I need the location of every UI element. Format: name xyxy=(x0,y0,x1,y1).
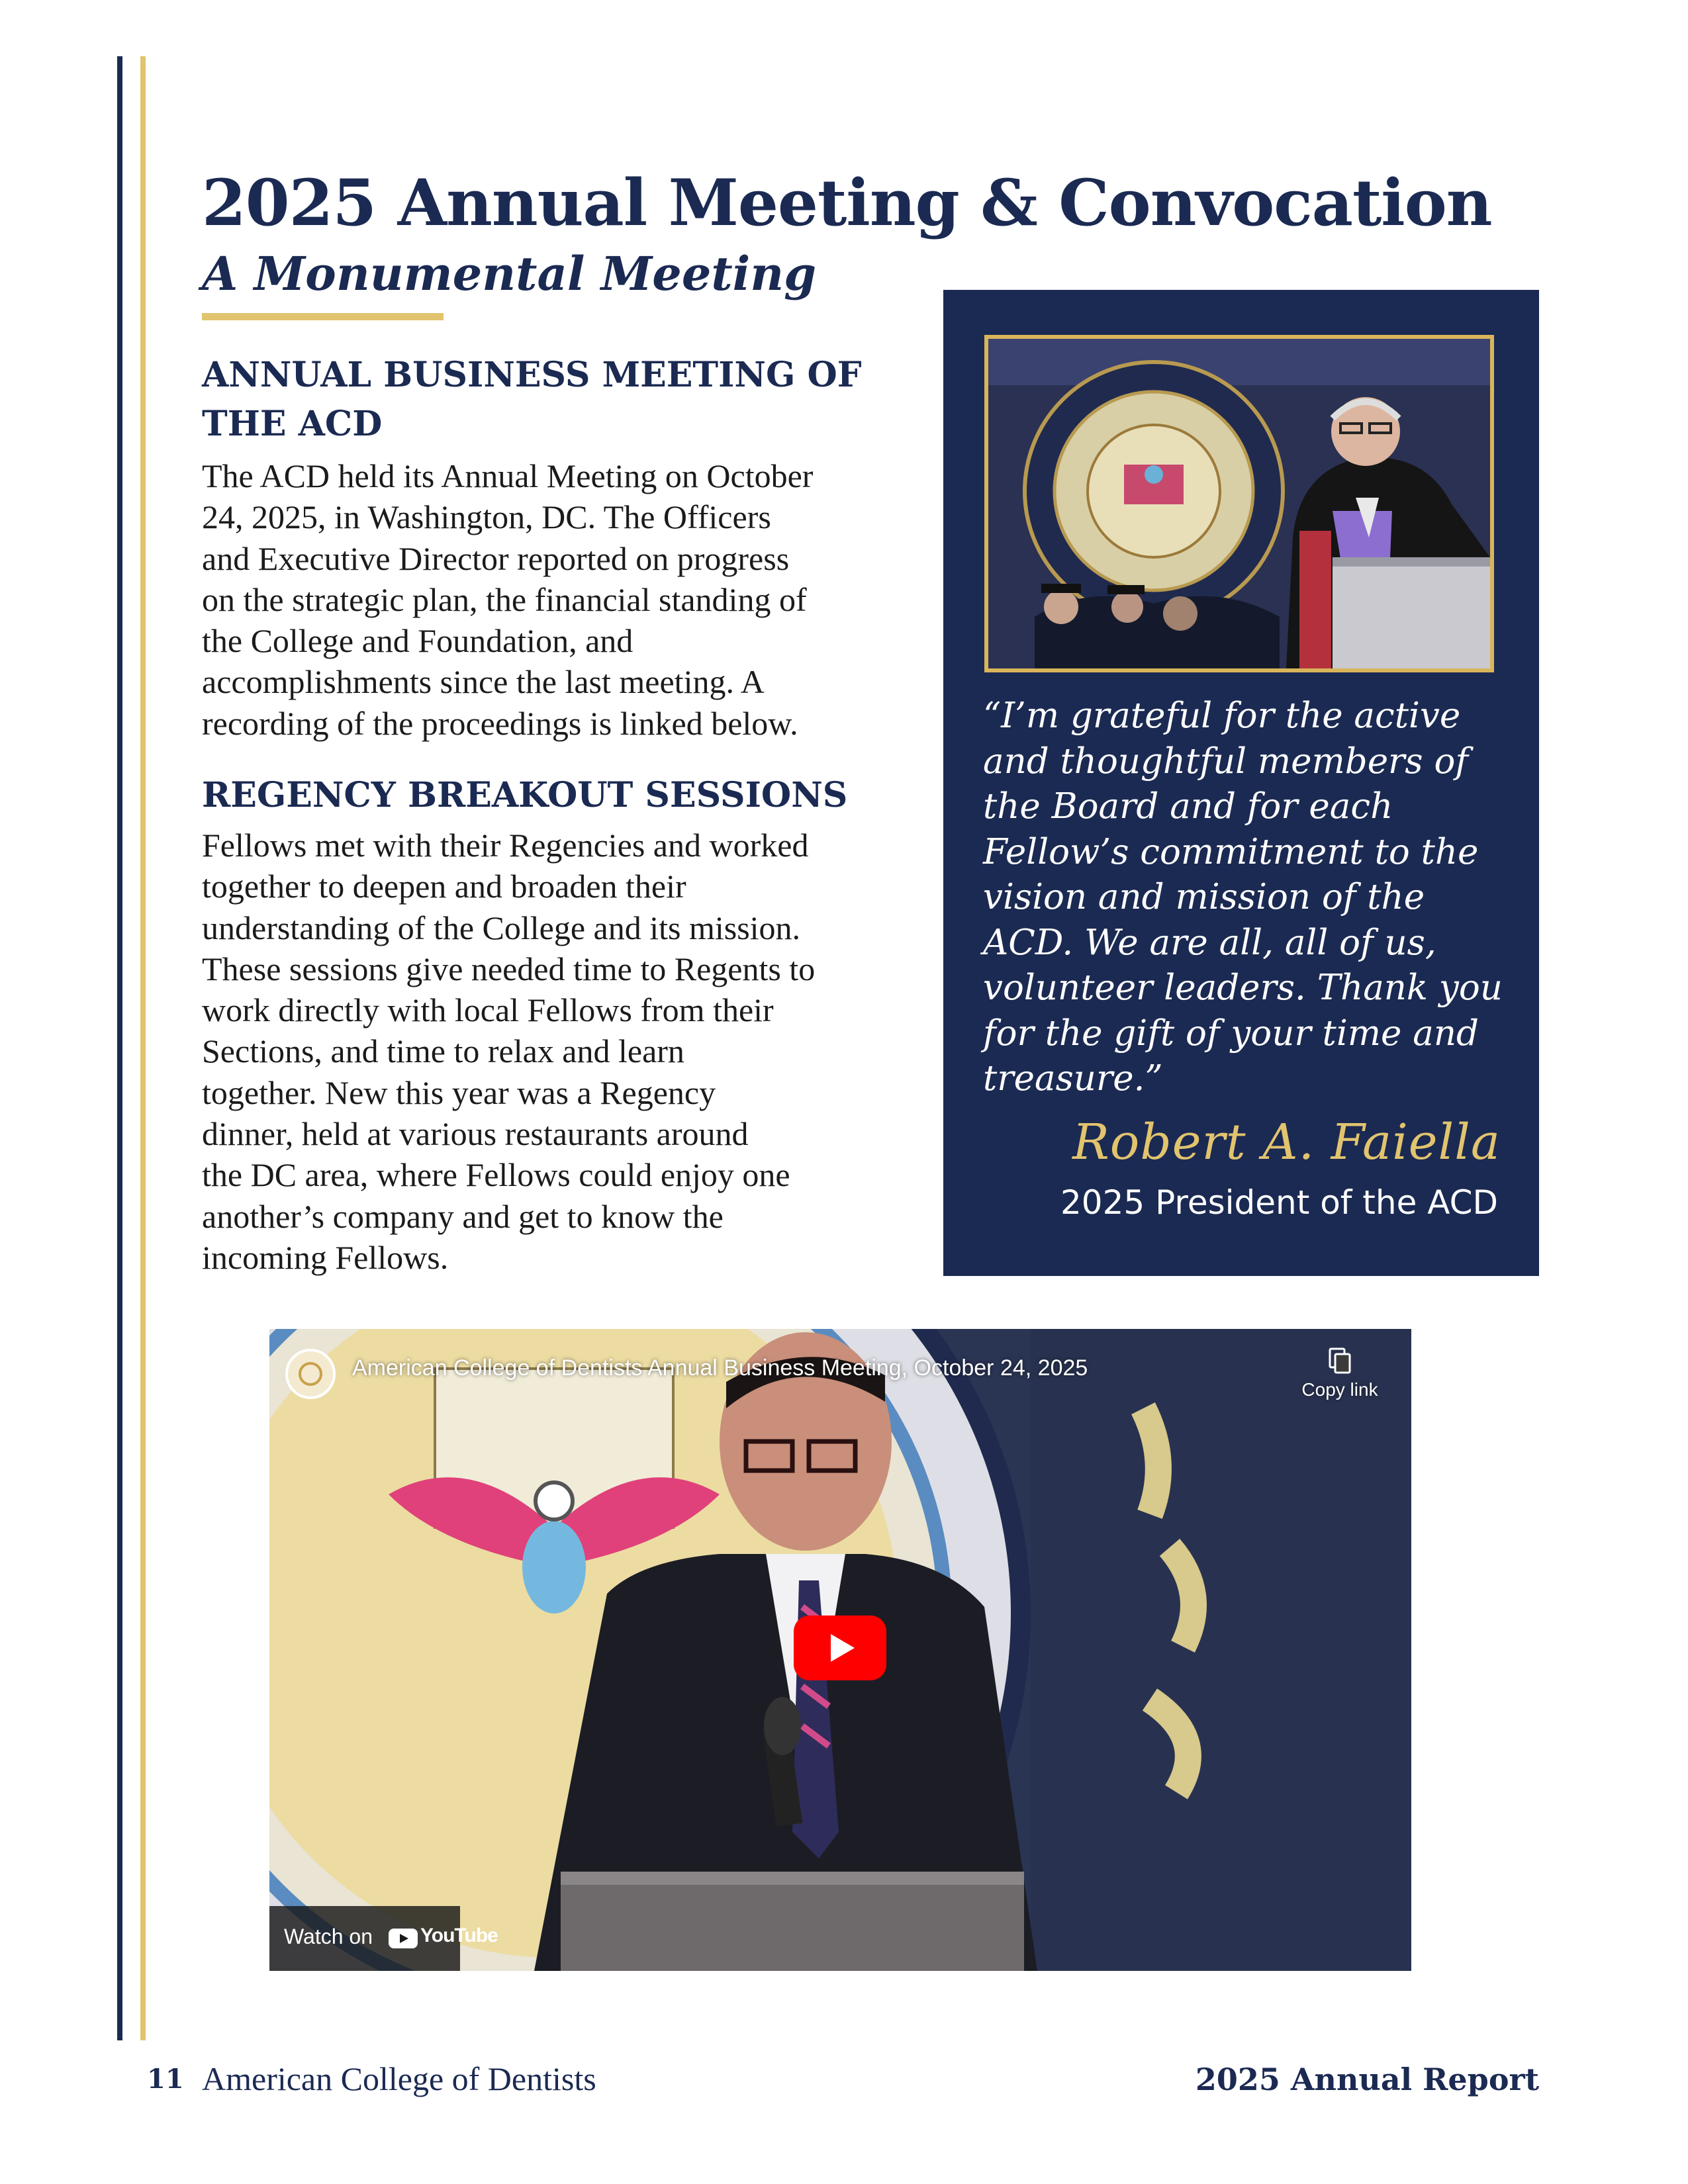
section-body-regency-sessions: Fellows met with their Regencies and worked together to deepen and broaden their understanding of the College and its mission. These sessions give needed time to Regents to work directly with local Fellows from their Sections, and time to relax and learn together. New this year was a Regency dinner, held at various restaurants around the DC area, where Fellows could enjoy one another’s company and get to know the incoming Fellows. xyxy=(202,827,816,1276)
left-rule-gold xyxy=(140,56,146,2040)
president-photo-illustration xyxy=(988,339,1490,668)
copy-icon xyxy=(1329,1347,1351,1374)
youtube-logo-icon xyxy=(389,1929,418,1948)
footer-organization: American College of Dentists xyxy=(202,2060,596,2097)
page-title: 2025 Annual Meeting & Convocation xyxy=(202,165,1492,240)
president-quote-text: “I’m grateful for the active and thoughtful members of the Board and for each Fellow’s commitment to the vision and mission of the ACD. We are all, all of us, volunteer leaders. Thank you for the gift of your time and treasure.” xyxy=(983,696,1503,1099)
watch-on-label: Watch on xyxy=(284,1925,373,1948)
page-subtitle: A Monumental Meeting xyxy=(202,246,817,301)
section-body-business-meeting: The ACD held its Annual Meeting on October 24, 2025, in Washington, DC. The Officers and Executive Director reported on progress on the strategic plan, the financial standing of the College and Foundation, and accomplishments since the last meeting. A recording of the proceedings is linked below. xyxy=(202,457,814,742)
copy-link-label: Copy link xyxy=(1301,1379,1378,1400)
president-photo xyxy=(984,335,1494,672)
section-heading-business-meeting: ANNUAL BUSINESS MEETING OF THE ACD xyxy=(202,355,862,444)
copy-link-button[interactable] xyxy=(1293,1347,1386,1400)
page-number: 11 xyxy=(147,2064,184,2095)
watch-on-youtube-button[interactable] xyxy=(269,1906,498,1971)
president-signature: Robert A. Faiella xyxy=(1072,1114,1501,1171)
footer-report-title: 2025 Annual Report xyxy=(1195,2062,1539,2097)
youtube-label: YouTube xyxy=(420,1925,498,1946)
section-heading-regency-sessions: REGENCY BREAKOUT SESSIONS xyxy=(202,775,848,815)
channel-avatar[interactable] xyxy=(285,1349,336,1399)
video-title[interactable]: American College of Dentists Annual Business Meeting, October 24, 2025 xyxy=(352,1355,1088,1381)
play-button-icon[interactable] xyxy=(794,1615,886,1680)
president-role: 2025 President of the ACD xyxy=(1060,1183,1498,1222)
left-rule-navy xyxy=(117,56,122,2040)
title-underline xyxy=(202,313,444,320)
president-quote-panel xyxy=(943,290,1539,1276)
video-embed[interactable] xyxy=(269,1329,1411,1971)
